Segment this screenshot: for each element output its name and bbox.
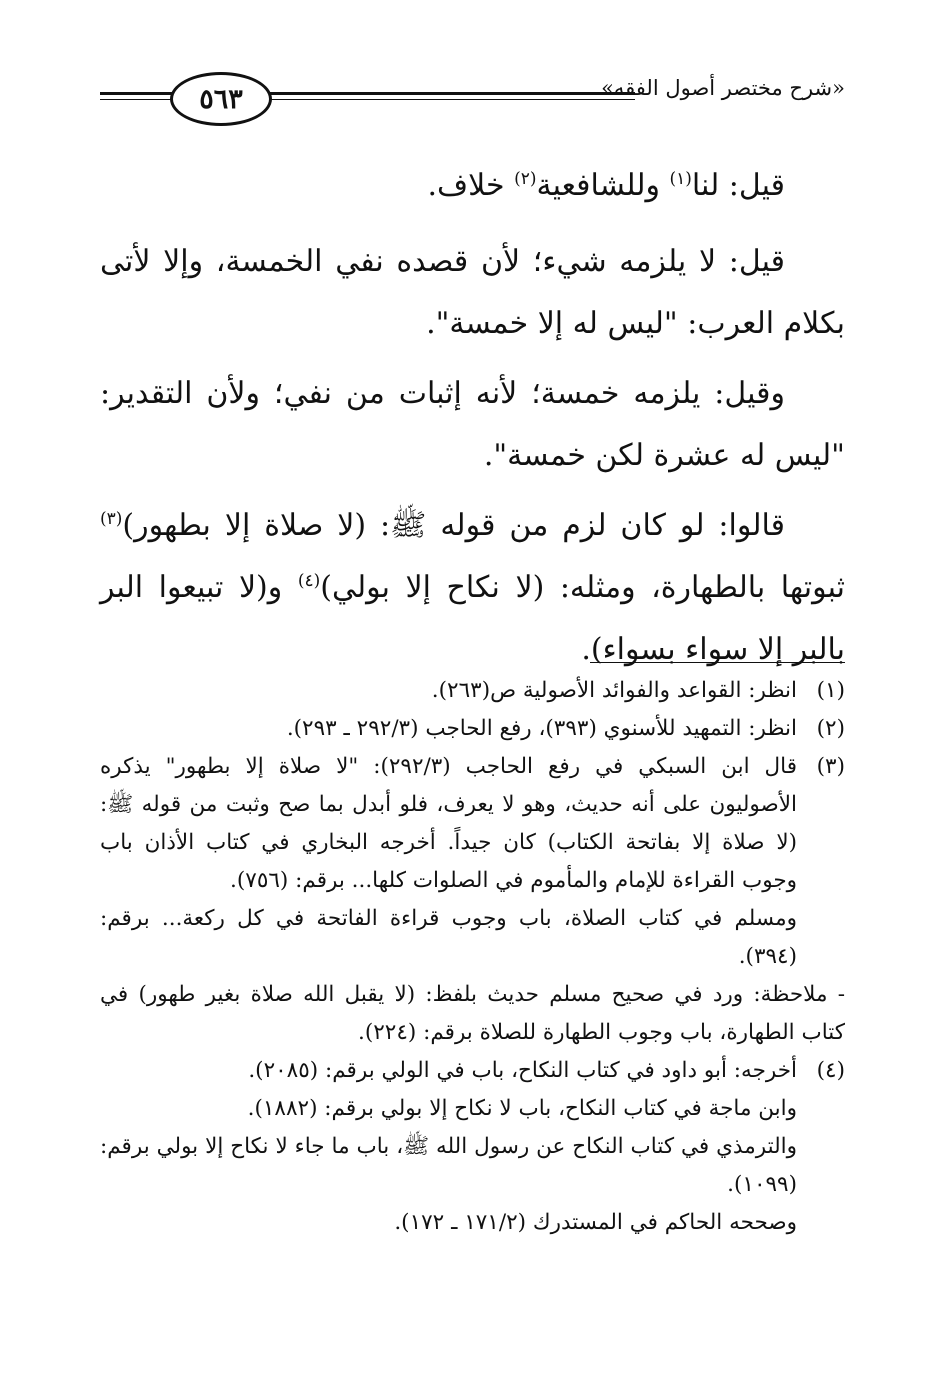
paragraph-2: قيل: لا يلزمه شيء؛ لأن قصده نفي الخمسة، وإلا لأتى بكلام العرب: "ليس له إلا خمسة". (100, 244, 845, 341)
footnote-text: انظر: التمهيد للأسنوي (٣٩٣)، رفع الحاجب (٢٩٢/٣ ـ ٢٩٣). (286, 716, 797, 741)
footnote-remark: - ملاحظة: ورد في صحيح مسلم حديث بلفظ: (لا يقبل الله صلاة بغير طهور) في كتاب الطهارة، باب وجوب الطهارة للصلاة برقم: (٢٢٤). (100, 982, 845, 1045)
footnote-number: (٤) (816, 1058, 845, 1083)
footnote-4 (100, 1052, 845, 1242)
paragraph-3: وقيل: يلزمه خمسة؛ لأنه إثبات من نفي؛ ولأن التقدير: "ليس له عشرة لكن خمسة". (100, 376, 845, 473)
text-run: ثبوتها بالطهارة، ومثله: (لا نكاح إلا بولي) (320, 570, 845, 605)
text-run: و(لا تبيعوا البر بالبر إلا سواء بسواء). (100, 570, 845, 667)
footnote-text: والترمذي في كتاب النكاح عن رسول الله ﷺ، باب ما جاء لا نكاح إلا بولي برقم: (١٠٩٩). (100, 1134, 797, 1197)
page-number-oval (170, 72, 272, 126)
footnote-number: (٢) (816, 716, 845, 741)
footnote-marker-2[interactable]: (٢) (514, 169, 537, 189)
text-run: قالوا: لو كان لزم من قوله ﷺ: (لا صلاة إلا بطهور) (122, 508, 785, 543)
footnote-number: (١) (816, 678, 845, 703)
footnote-text: أخرجه: أبو داود في كتاب النكاح، باب في الولي برقم: (٢٠٨٥). (248, 1058, 797, 1083)
footnote-text: قال ابن السبكي في رفع الحاجب (٢٩٢/٣): "لا صلاة إلا بطهور" يذكره الأصوليون على أنه حديث، وهو لا يعرف، فلو أبدل بما صح وثبت من قوله ﷺ: (لا صلاة إلا بفاتحة الكتاب) كان جيداً. أخرجه البخاري في كتاب الأذان باب وجوب القراءة للإمام والمأموم في الصلوات كلها... برقم: (٧٥٦). (100, 754, 797, 893)
footnote-separator (590, 662, 845, 663)
paragraph-1 (100, 155, 845, 217)
footnote-marker-1[interactable]: (١) (669, 169, 692, 189)
header-rule (270, 92, 635, 100)
footnote-number: (٣) (816, 754, 845, 779)
page-header (100, 70, 845, 130)
footnote-1 (100, 672, 845, 710)
book-title: «شرح مختصر أصول الفقه» (601, 76, 845, 100)
page-number: ٥٦٣ (199, 83, 243, 115)
footnote-text: انظر: القواعد والفوائد الأصولية ص(٢٦٣). (431, 678, 797, 703)
footnote-2 (100, 710, 845, 748)
footnote-text: وابن ماجة في كتاب النكاح، باب لا نكاح إلا بولي برقم: (١٨٨٢). (247, 1096, 797, 1121)
footnote-3 (100, 748, 845, 1052)
footnotes (100, 672, 845, 1242)
main-text (100, 155, 845, 689)
header-rule-left (100, 92, 178, 100)
paragraph-4 (100, 495, 845, 681)
footnote-text: وصححه الحاكم في المستدرك (١٧١/٢ ـ ١٧٢). (394, 1210, 797, 1235)
text-run: قيل: لنا (691, 168, 785, 203)
footnote-text: ومسلم في كتاب الصلاة، باب وجوب قراءة الفاتحة في كل ركعة... برقم: (٣٩٤). (100, 906, 797, 969)
text-run: خلاف. (427, 168, 515, 203)
footnote-marker-3[interactable]: (٣) (100, 509, 123, 529)
text-run: وللشافعية (536, 168, 670, 203)
footnote-marker-4[interactable]: (٤) (297, 571, 321, 591)
